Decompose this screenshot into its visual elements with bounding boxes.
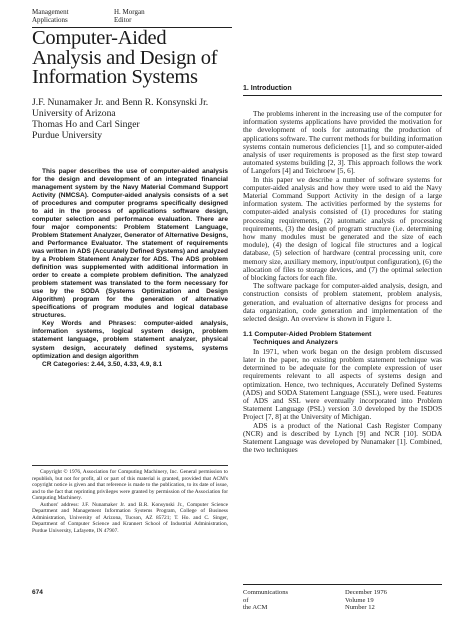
copyright-notice	[32, 469, 228, 534]
authors-address: Authors' address: J.F. Nunamaker Jr. and B.R. Konsynski Jr., Computer Science Department and Management Information Systems Program, College of Business Administration, University of Arizona, Tucson, AZ 85721; T. Ho. and C. Singer, Department of Computer Science and Krannert School of Industrial Administration, Purdue University, Lafayette, IN 47907.	[32, 501, 228, 534]
footnote-divider	[32, 465, 228, 466]
subsection-heading-line1: 1.1 Computer-Aided Problem Statement	[243, 331, 372, 339]
section-label	[32, 8, 112, 25]
editor-credit	[114, 8, 224, 25]
editor-name: H. Morgan	[114, 8, 145, 16]
section-label-line1: Management	[32, 8, 69, 16]
keywords: Key Words and Phrases: computer-aided analysis, information systems, logical system design, problem statement language, problem statement analyzer, physical system design, accurately defined systems, systems optimization and design algorithm	[32, 320, 228, 360]
introduction-body	[243, 110, 442, 323]
affiliation-line2: Purdue University	[32, 129, 103, 141]
right-column	[243, 84, 442, 454]
subsection-body	[243, 348, 442, 455]
page-number: 674	[32, 589, 43, 596]
article-title	[32, 29, 228, 88]
abstract	[32, 168, 228, 369]
issue-info	[345, 589, 387, 612]
intro-paragraph-3: The software package for computer-aided analysis, design, and construction consists of problem statement, problem analysis, generation, and evaluation of alternative designs for process and data organization, code generation and implementation of the selected design. An overview is shown in Figure 1.	[243, 281, 442, 324]
issue-volume: Volume 19	[345, 596, 374, 604]
editor-role: Editor	[114, 16, 132, 25]
title-line1: Computer-Aided	[32, 27, 167, 49]
intro-paragraph-2: In this paper we describe a number of software systems for computer-aided analysis and how they were used to aid the Navy Material Command Support Activity in the design of a large information system. The activities performed by the systems for computer-aided analysis consisted of (1) procedures for stating processing requirements, (2) automatic analysis of processing requirements, (3) the design of program structure (i.e. determining how many modules must be generated and the size of each module), (4) the design of logical file structures and a logical database, (5) selection of hardware (central processing unit, core memory size, auxiliary memory, input/output configuration), (6) the allocation of files to storage devices, and (7) the optimal selection of blocking factors for each file.	[243, 174, 442, 283]
intro-paragraph-1: The problems inherent in the increasing use of the computer for information systems applications have provided the motivation for the development of tools for automating the production of applications software. The current methods for building information systems contain numerous deficiencies [1], and so computer-aided analysis of user requirements is proposed as the first step toward automated systems building [2, 3]. This approach follows the work of Langefors [4] and Teichroew [5, 6].	[243, 109, 442, 176]
author-block	[32, 97, 228, 141]
title-line3: Information Systems	[32, 66, 198, 88]
journal-line2: of	[243, 596, 249, 604]
abstract-text: This paper describes the use of computer-aided analysis for the design and development of an integrated financial management system by the Navy Material Command Support Activity (NMCSA). Computer-aided analysis consists of a set of procedures and computer programs specifically designed to aid in the process of applications software design, computer selection and performance evaluation. There are four major components: Problem Statement Language, Problem Statement Analyzer, Generator of Alternative Designs, and Performance Evaluator. The statement of requirements was written in ADS (Accurately Defined Systems) and analyzed by a Problem Statement Analyzer for ADS. The ADS problem definition was supplemented with additional information in order to create a complete problem definition. The analyzed problem statement was translated to the form necessary for use by the SODA (Systems Optimization and Design Algorithm) program for the generation of alternative specifications of program modules and logical database structures.	[32, 167, 228, 320]
title-line2: Analysis and Design of	[32, 46, 218, 69]
introduction-heading: 1. Introduction	[243, 85, 292, 92]
footer-divider	[243, 584, 442, 585]
journal-line1: Communications	[243, 589, 289, 596]
subsection-heading-line2: Techniques and Analyzers	[253, 339, 338, 347]
issue-number: Number 12	[345, 604, 375, 612]
left-column	[32, 29, 228, 369]
issue-date: December 1976	[345, 589, 387, 596]
section-label-line2: Applications	[32, 16, 68, 25]
authors-line2: Thomas Ho and Carl Singer	[32, 118, 140, 130]
introduction-rule	[243, 95, 442, 96]
journal-name	[243, 589, 288, 612]
subsection-heading	[243, 331, 442, 347]
cr-categories: CR Categories: 2.44, 3.50, 4.33, 4.9, 8.1	[42, 360, 163, 368]
subsection-paragraph-2: ADS is a product of the National Cash Register Company (NCR) and is described by Lynch [9] and NCR [10]. SODA Statement Language was developed by Nunamaker [1]. Combined, the two techniques	[243, 420, 442, 455]
authors-line1: J.F. Nunamaker Jr. and Benn R. Konsynski Jr.	[32, 96, 209, 108]
affiliation-line1: University of Arizona	[32, 107, 116, 119]
journal-line3: the ACM	[243, 604, 268, 612]
copyright-text: Copyright © 1976, Association for Computing Machinery, Inc. General permission to republish, but not for profit, all or part of this material is granted, provided that ACM's copyright notice is given and that reference is made to the publication, to its date of issue, and to the fact that reprinting privileges were granted by permission of the Association for Computing Machinery.	[32, 469, 228, 501]
subsection-paragraph-1: In 1971, when work began on the design problem discussed later in the paper, no existing problem statement technique was determined to be adequate for the complete expression of user requirements relevant to all aspects of systems design and optimization. Hence, two techniques, Accurately Defined Systems (ADS) and SODA Statement Language (SSL), were used. Features of ADS and SSL were eventually incorporated into Problem Statement Language (PSL) version 3.0 developed by the ISDOS Project [7, 8] at the University of Michigan.	[243, 346, 442, 422]
